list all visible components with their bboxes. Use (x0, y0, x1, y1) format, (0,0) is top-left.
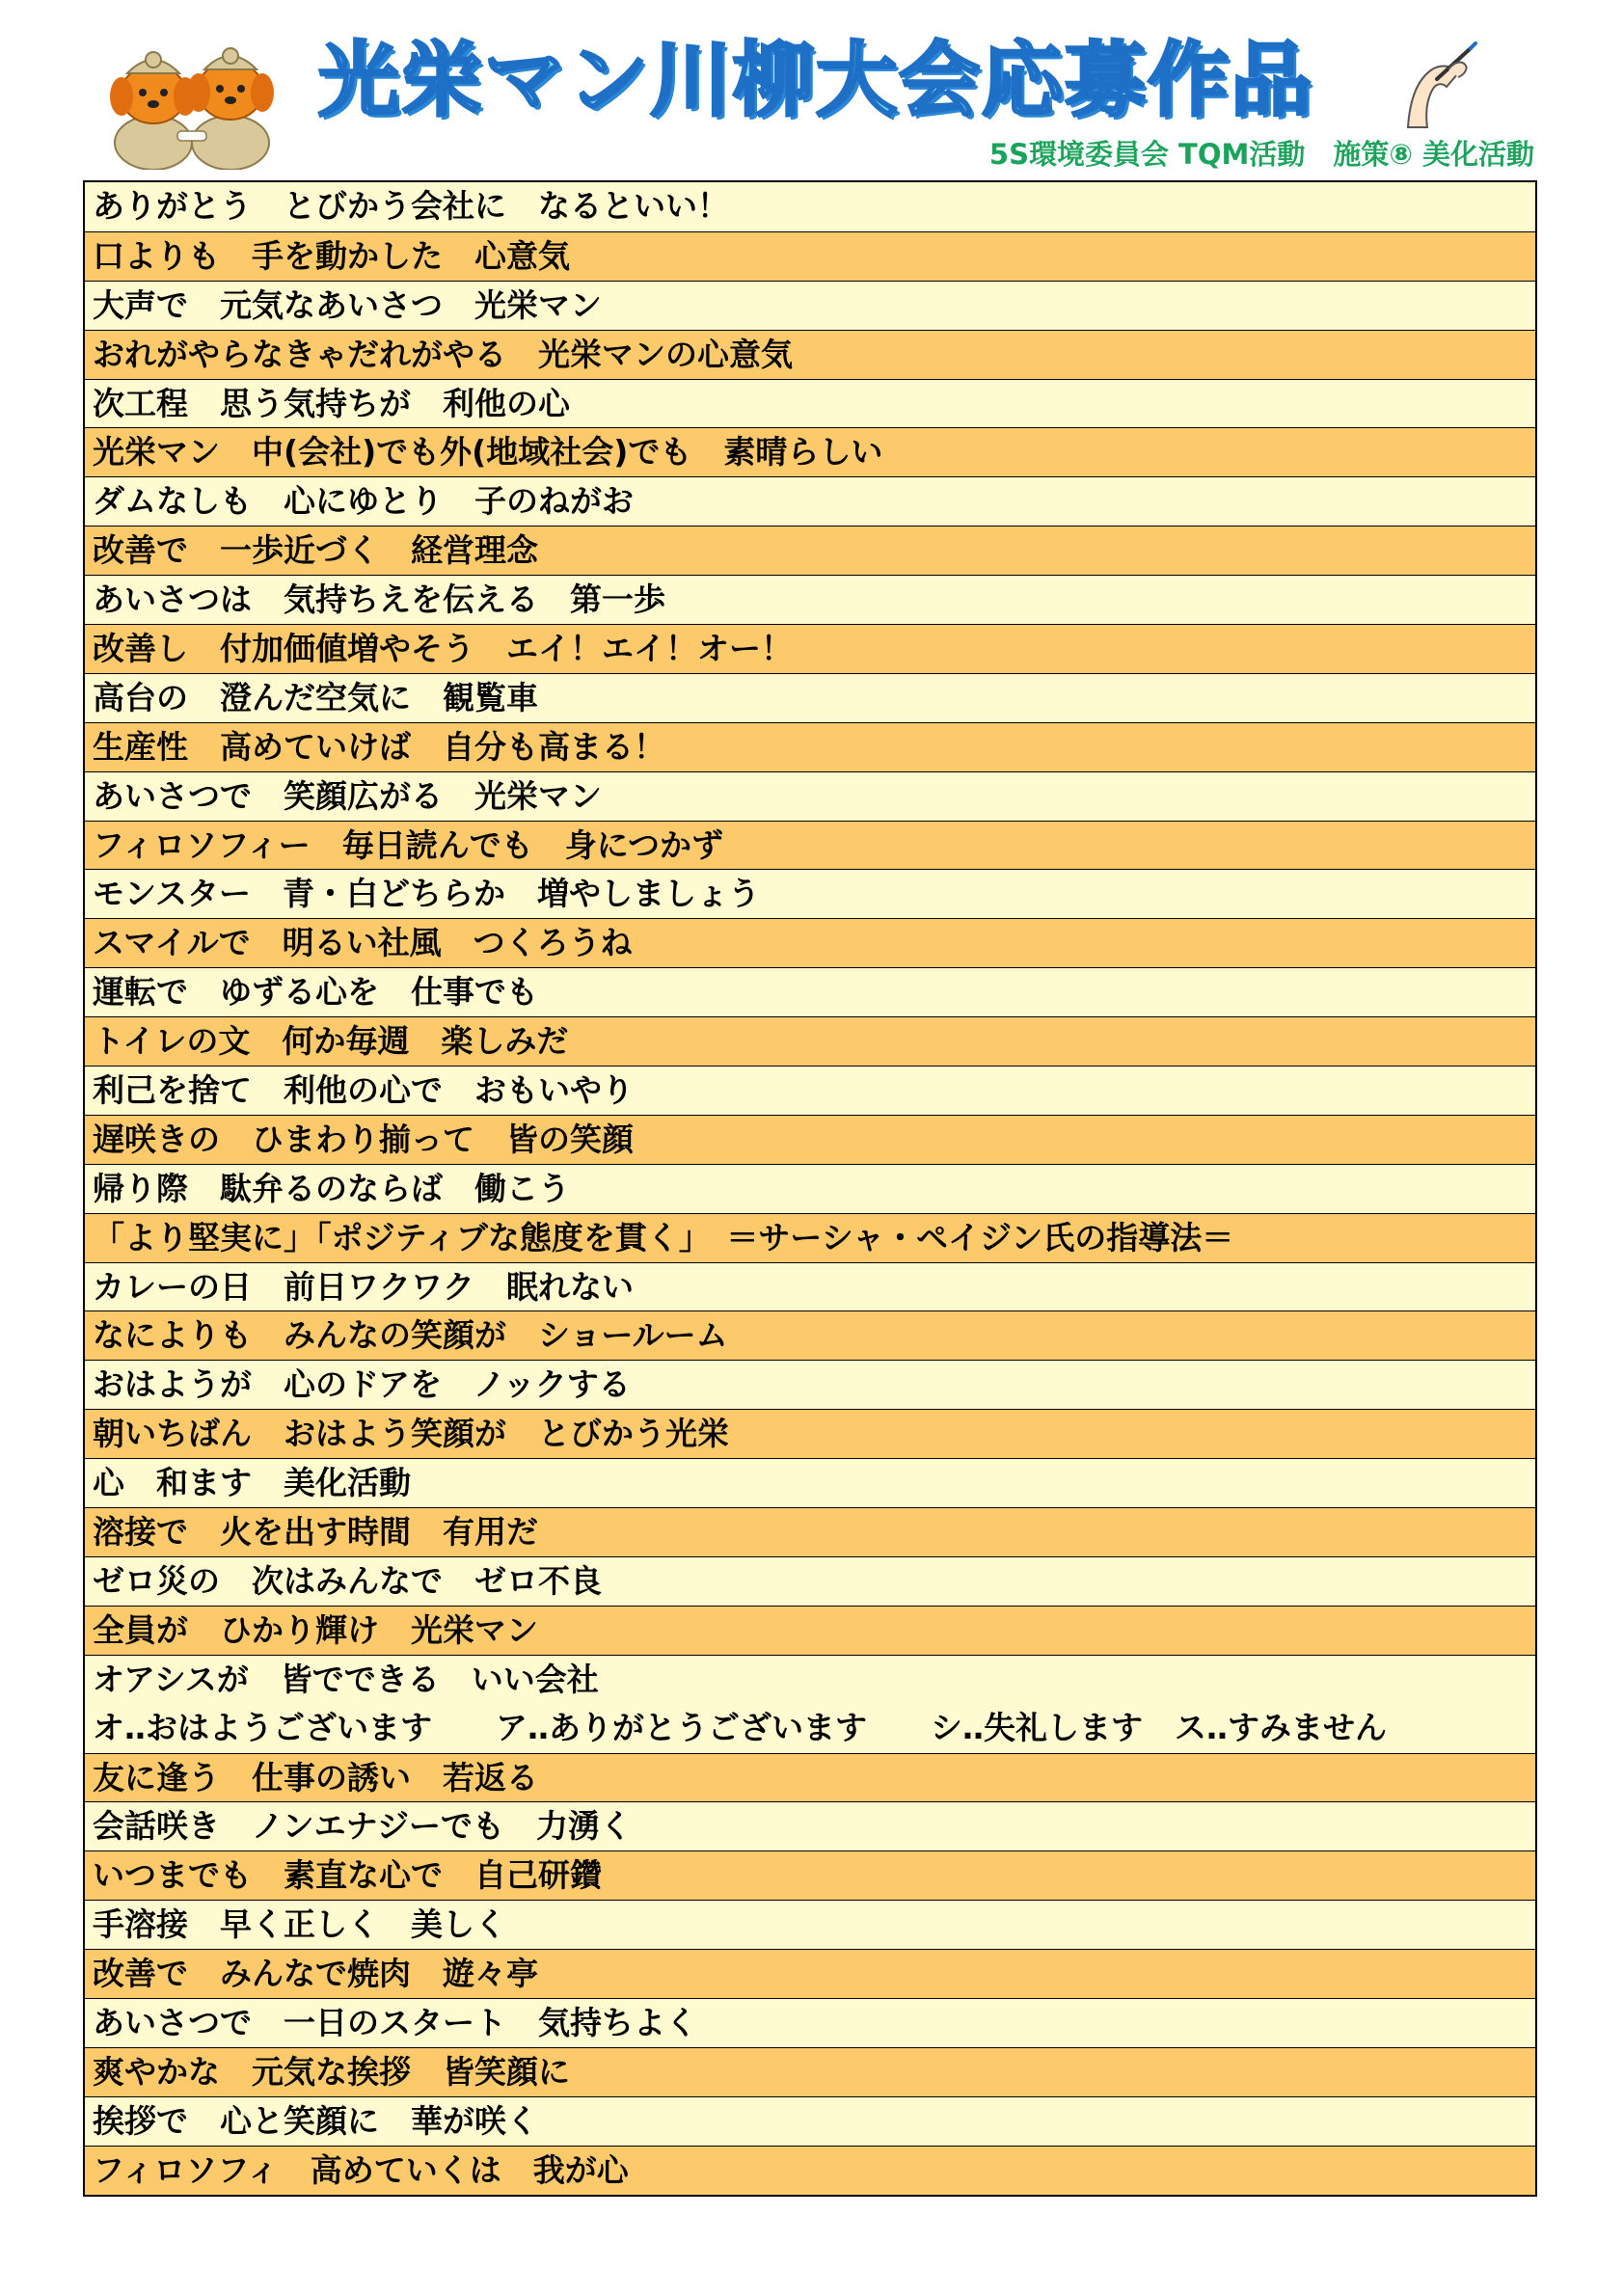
list-item: ありがとう とびかう会社に なるといい！ (85, 182, 1535, 231)
list-item: 溶接で 火を出す時間 有用だ (85, 1507, 1535, 1556)
list-item: トイレの文 何か毎週 楽しみだ (85, 1016, 1535, 1066)
page-subtitle: 5S環境委員会 TQM活動 施策⑧ 美化活動 (988, 138, 1534, 171)
list-item-line: オアシスが 皆でできる いい会社 (93, 1660, 599, 1698)
list-item: あいさつで 一日のスタート 気持ちよく (85, 1998, 1535, 2047)
list-item: 友に逢う 仕事の誘い 若返る (85, 1753, 1535, 1802)
list-item: 全員が ひかり輝け 光栄マン (85, 1606, 1535, 1655)
list-item: 生産性 高めていけば 自分も高まる！ (85, 722, 1535, 771)
list-item: スマイルで 明るい社風 つくろうね (85, 918, 1535, 967)
list-item: あいさつで 笑顔広がる 光栄マン (85, 771, 1535, 821)
list-item: 運転で ゆずる心を 仕事でも (85, 967, 1535, 1016)
mascot-pair-icon (100, 35, 284, 170)
list-item-line: オ‥おはようございます ア‥ありがとうございます シ‥失礼します ス‥すみません (93, 1708, 1388, 1746)
list-item: おはようが 心のドアを ノックする (85, 1360, 1535, 1409)
list-item: 会話咲き ノンエナジーでも 力湧く (85, 1801, 1535, 1850)
list-item-double (85, 1655, 1535, 1753)
list-item: なによりも みんなの笑顔が ショールーム (85, 1310, 1535, 1360)
list-item: 「より堅実に」「ポジティブな態度を貫く」 ＝サーシャ・ペイジン氏の指導法＝ (85, 1213, 1535, 1262)
list-item: ダムなしも 心にゆとり 子のねがお (85, 476, 1535, 526)
list-item: 光栄マン 中(会社)でも外(地域社会)でも 素晴らしい (85, 427, 1535, 476)
page-header (0, 0, 1623, 179)
list-item: 挨拶で 心と笑顔に 華が咲く (85, 2096, 1535, 2146)
list-item: 大声で 元気なあいさつ 光栄マン (85, 281, 1535, 330)
list-item: いつまでも 素直な心で 自己研鑽 (85, 1850, 1535, 1900)
list-item: フィロソフィ 高めていくは 我が心 (85, 2146, 1535, 2195)
list-item: 高台の 澄んだ空気に 観覧車 (85, 673, 1535, 722)
list-item: 朝いちばん おはよう笑顔が とびかう光栄 (85, 1409, 1535, 1458)
list-item: おれがやらなきゃだれがやる 光栄マンの心意気 (85, 330, 1535, 379)
list-item: 遅咲きの ひまわり揃って 皆の笑顔 (85, 1115, 1535, 1164)
list-item: 改善で 一歩近づく 経営理念 (85, 526, 1535, 575)
list-item: モンスター 青・白どちらか 増やしましょう (85, 869, 1535, 918)
list-item: 心 和ます 美化活動 (85, 1458, 1535, 1507)
list-item: 爽やかな 元気な挨拶 皆笑顔に (85, 2047, 1535, 2096)
hand-holding-pen-icon (1389, 41, 1485, 137)
list-item: カレーの日 前日ワクワク 眠れない (85, 1262, 1535, 1311)
list-item: ゼロ災の 次はみんなで ゼロ不良 (85, 1556, 1535, 1606)
list-item: 手溶接 早く正しく 美しく (85, 1900, 1535, 1949)
list-item: 改善で みんなで焼肉 遊々亭 (85, 1949, 1535, 1998)
page-title: 光栄マン川柳大会応募作品 (318, 33, 1314, 127)
senryu-entry-list (83, 180, 1537, 2197)
list-item: 口よりも 手を動かした 心意気 (85, 231, 1535, 281)
list-item: 次工程 思う気持ちが 利他の心 (85, 379, 1535, 428)
list-item: 帰り際 駄弁るのならば 働こう (85, 1164, 1535, 1213)
list-item: フィロソフィー 毎日読んでも 身につかず (85, 821, 1535, 870)
list-item: あいさつは 気持ちえを伝える 第一歩 (85, 575, 1535, 624)
list-item: 改善し 付加価値増やそう エイ！エイ！オー！ (85, 624, 1535, 673)
list-item: 利己を捨て 利他の心で おもいやり (85, 1066, 1535, 1115)
